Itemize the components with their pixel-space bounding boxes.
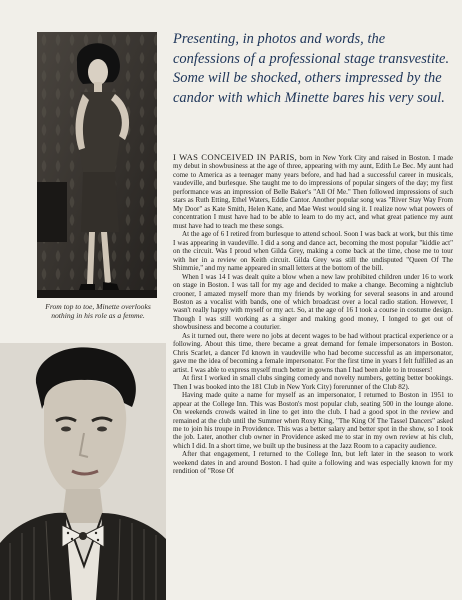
article-paragraph: At the age of 6 I retired from burlesque to attend school. Soon I was back at work, but this time I was appearing in vaudeville. I did a song and dance act, becoming the most popular "kiddie act" on the circuit. Was I proud when Gilda Grey, making a come back at the time, chose me to tour with her in a review on Keith circuit. Gilda Grey was still the undisputed "Queen Of The Shimmie," and my name appeared in small letters at the bottom of the bill. [173,230,453,273]
photo-caption: From top to toe, Minette overlooks nothing in his role as a femme. [45,302,151,320]
photo-minette-in-dress [37,32,157,298]
article-paragraph: Having made quite a name for myself as an impersonator, I returned to Boston in 1951 to appear at the College Inn. This was Boston's most popular club, seating 500 in the lounge alone. On weekends crowds waited in line to get into the club. I had a good spot in the review and remained at the club until the Summer when Roxy King, "The King Of The Tassel Dancers" asked me to join his troupe in Providence. This was a better salary and better spot in the show, so I took the job. Later, another club owner in Providence asked me to star in my own review at his club, which I did. In a short time, we built up the business at the Jazz Room to a capacity audience. [173,391,453,450]
article-lead-in: I WAS CONCEIVED IN PARIS, [173,152,298,162]
article-paragraph: At first I worked in small clubs singing comedy and novelty numbers, getting better bookings. Then I was booked into the 181 Club in New York City) forerunner of the Club 82). [173,374,453,391]
article-paragraph: When I was 14 I was dealt quite a blow when a new law prohibited children under 16 to work on stage in Boston. I was tall for my age and decided to make a change. Becoming a nightclub crooner, I amazed myself more than my friends by working for several seasons in and around Boston as a vocalist with bands, one of which broadcast over a local radio station. However, I wasn't really happy with myself or my act. So, at the age of 16 I took a course in costume design. Though I was still working as a singer and making good money, I longed to get out of showbusiness and become a couturier. [173,272,453,332]
article-paragraph: After that engagement, I returned to the College Inn, but left later in the season to work weekend dates in and around Boston. I had quite a following and was especially known for my rendition of "Rose Of [173,450,453,476]
article-intro: Presenting, in photos and words, the confessions of a professional stage transvestite. Some will be shocked, others impressed by the candor with which Minette bares his very soul. [173,31,450,106]
article-paragraph: I WAS CONCEIVED IN PARIS, born in New York City and raised in Boston. I made my debut in showbusiness at the age of three, appearing with my aunt, Edith Le Bec. My aunt had come to America as a teenager many years before, and had had a successful career in musicals, vaudeville, and burlesque. She taught me to do impressions of popular singers of the day; my first performance was an impression of Belle Baker's "All Of Me." Then followed impressions of such stars as Ruth Etting, Ethel Waters, Eddie Cantor. Another popular song was "River Stay Way From My Door" as Kate Smith, Helen Kane, and Mae West would sing it. I realize now what powers of concentration I must have had to be able to learn to do my act, and what great patience my aunt must have had to teach me these songs. [173,152,453,230]
photo-minette-in-suit [0,343,166,600]
article-paragraph: As it turned out, there were no jobs at decent wages to be had without practical experience or a following. About this time, there became a great demand for female impersonators in Boston. Chris Scarlet, a dancer I'd known in vaudeville who had become successful as an impersonator, gave me the idea of becoming a female impersonator. For the first time in years I felt fulfilled as an artist. I was able to express myself much better in gowns than I had been able to in trousers! [173,331,453,374]
article-body [173,153,453,476]
